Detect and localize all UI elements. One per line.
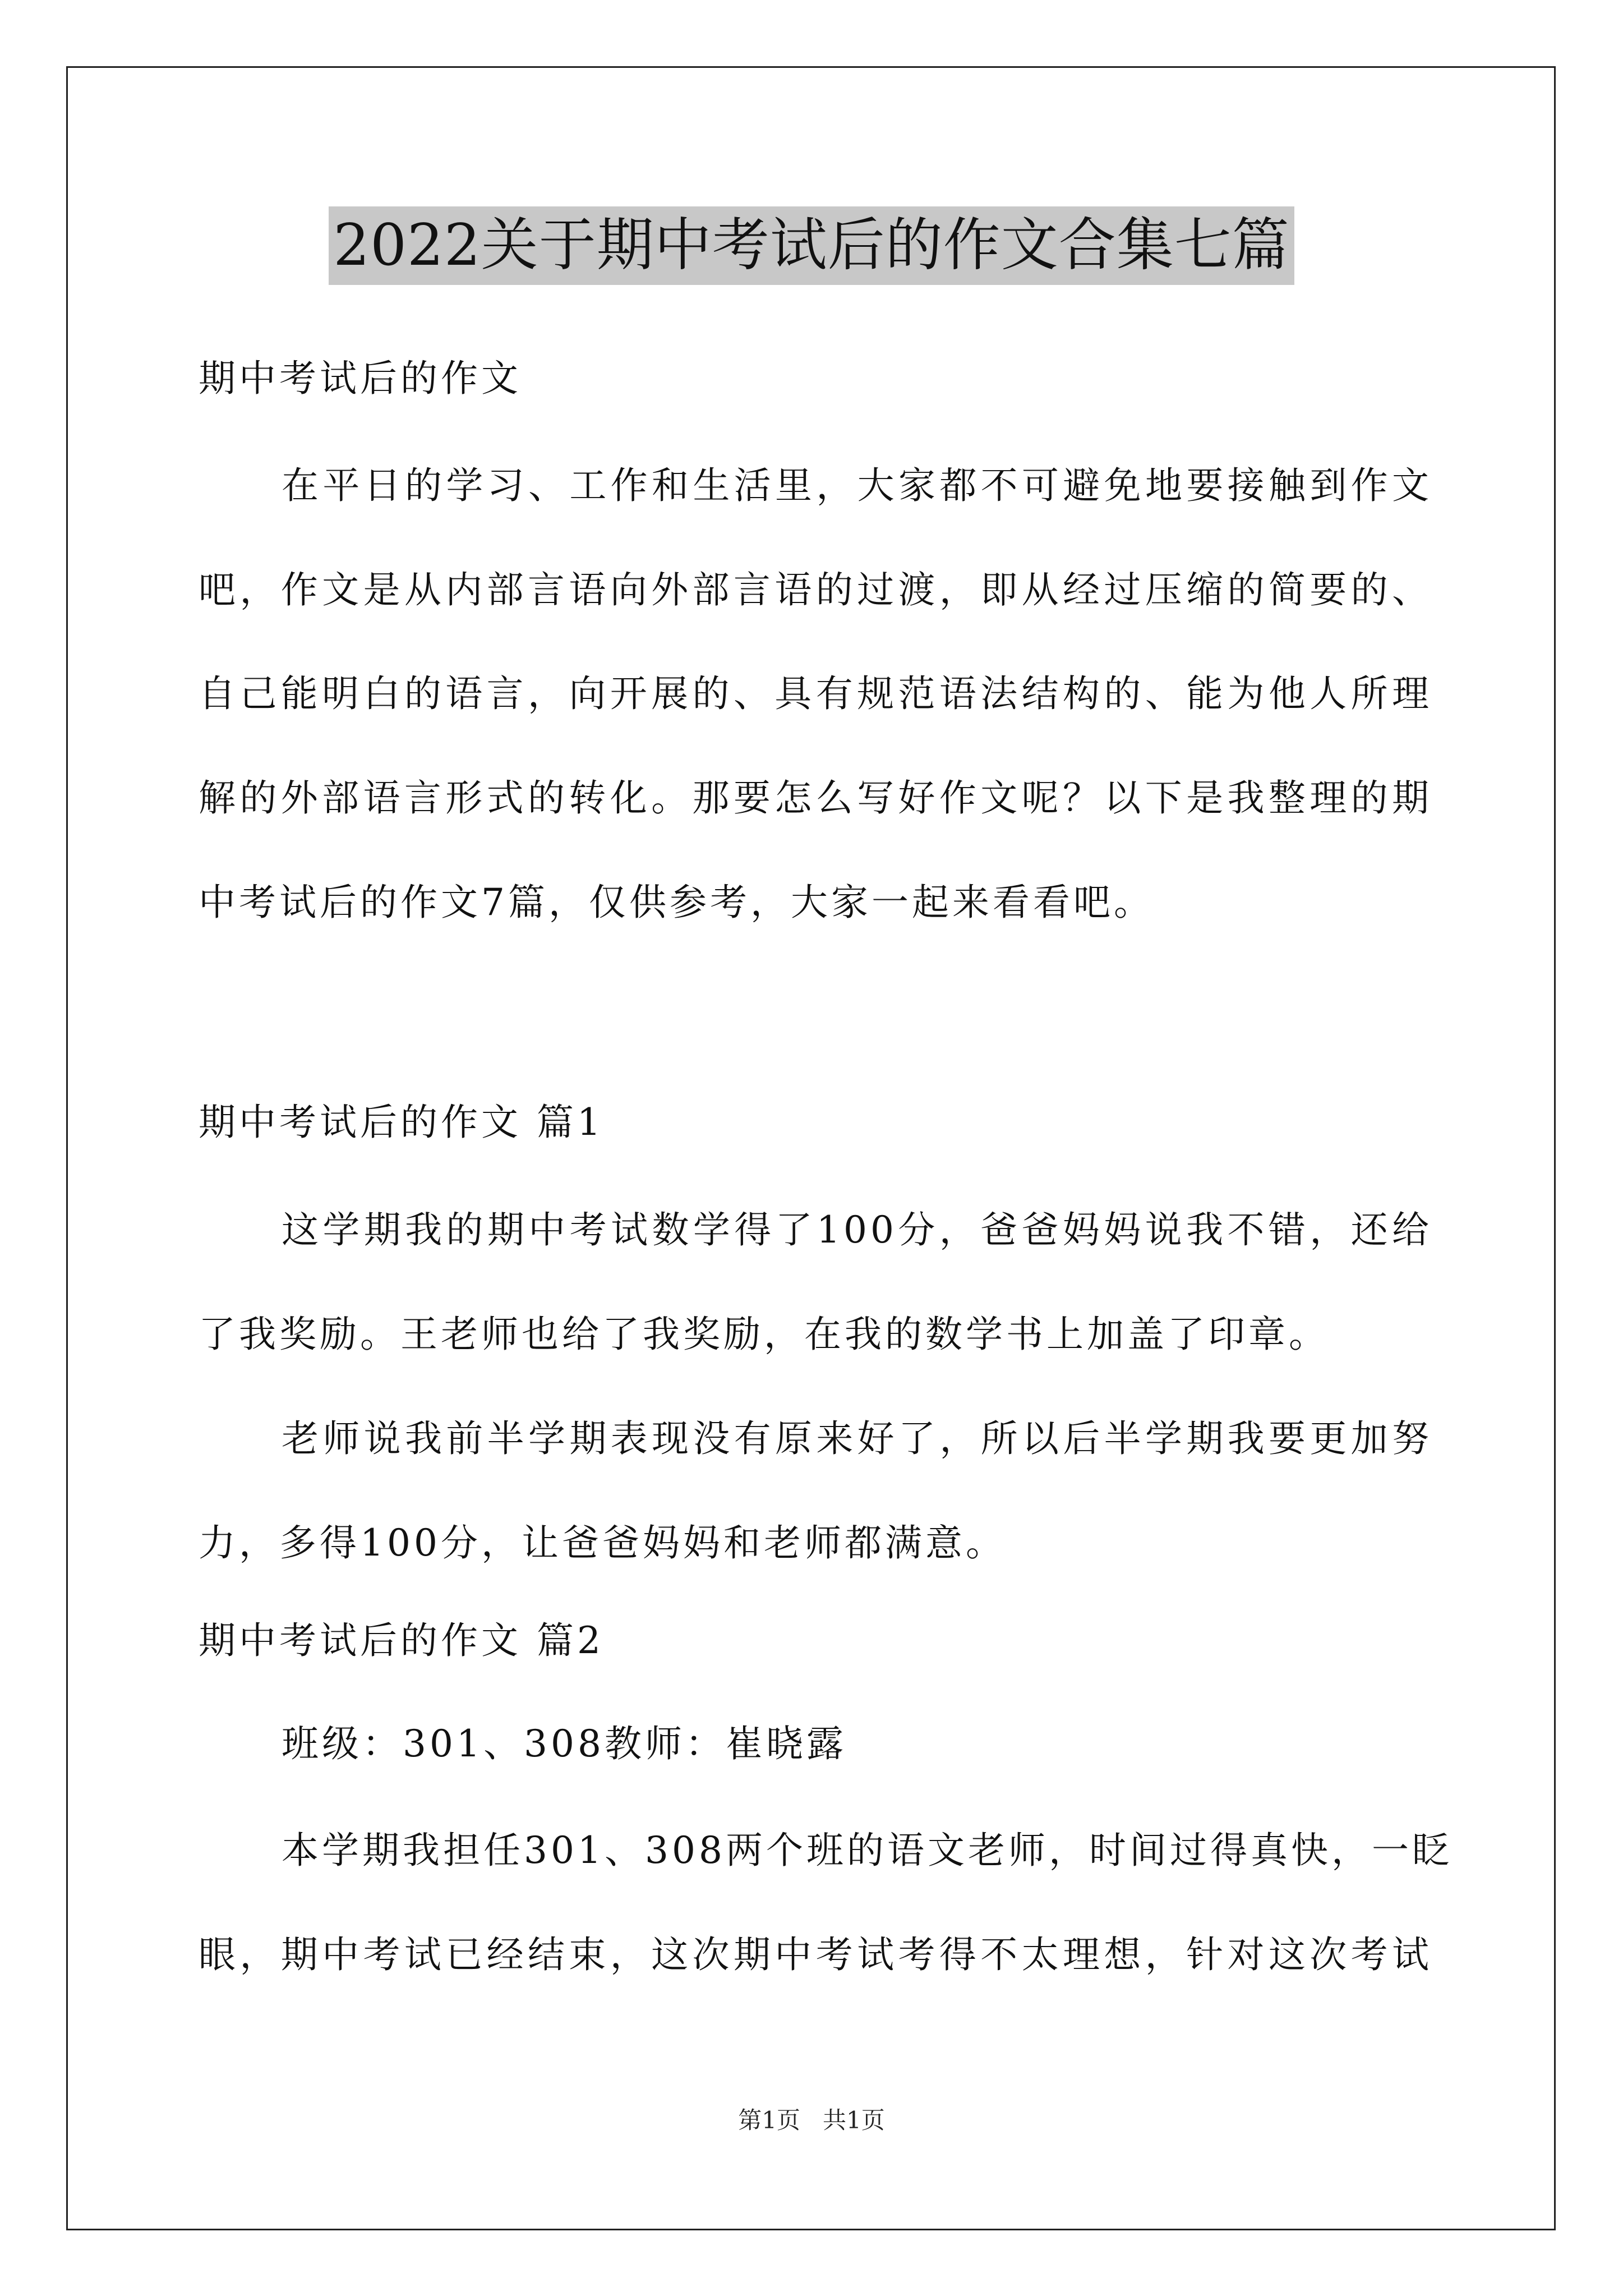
section-1-paragraph-line: 老师说我前半学期表现没有原来好了，所以后半学期我要更加努 [282,1417,1432,1460]
section-1-paragraph-line: 力，多得100分，让爸爸妈妈和老师都满意。 [199,1521,1006,1565]
intro-heading: 期中考试后的作文 [199,357,522,400]
intro-paragraph-line: 吧，作文是从内部言语向外部言语的过渡，即从经过压缩的简要的、 [199,568,1432,611]
page-footer [0,2105,1623,2136]
section-heading-1: 期中考试后的作文 篇1 [199,1101,604,1144]
section-1-paragraph-line: 了我奖励。王老师也给了我奖励，在我的数学书上加盖了印章。 [199,1313,1329,1356]
page-number-current: 第1页 [738,2106,800,2134]
intro-paragraph-line: 自己能明白的语言，向开展的、具有规范语法结构的、能为他人所理 [199,672,1432,715]
section-2-paragraph-line: 眼，期中考试已经结束，这次期中考试考得不太理想，针对这次考试 [199,1933,1432,1976]
section-1-paragraph-line: 这学期我的期中考试数学得了100分，爸爸妈妈说我不错，还给 [282,1208,1432,1251]
page-number-total: 共1页 [823,2106,885,2134]
title-container [0,206,1623,285]
intro-paragraph-line: 中考试后的作文7篇，仅供参考，大家一起来看看吧。 [199,881,1154,924]
section-heading-2: 期中考试后的作文 篇2 [199,1619,604,1662]
section-2-class-info: 班级：301、308教师：崔晓露 [282,1722,847,1765]
section-2-paragraph-line: 本学期我担任301、308两个班的语文老师，时间过得真快，一眨 [282,1829,1453,1872]
intro-paragraph-line: 在平日的学习、工作和生活里，大家都不可避免地要接触到作文 [282,464,1432,507]
document-title: 2022关于期中考试后的作文合集七篇 [329,206,1294,285]
intro-paragraph-line: 解的外部语言形式的转化。那要怎么写好作文呢？以下是我整理的期 [199,776,1432,820]
